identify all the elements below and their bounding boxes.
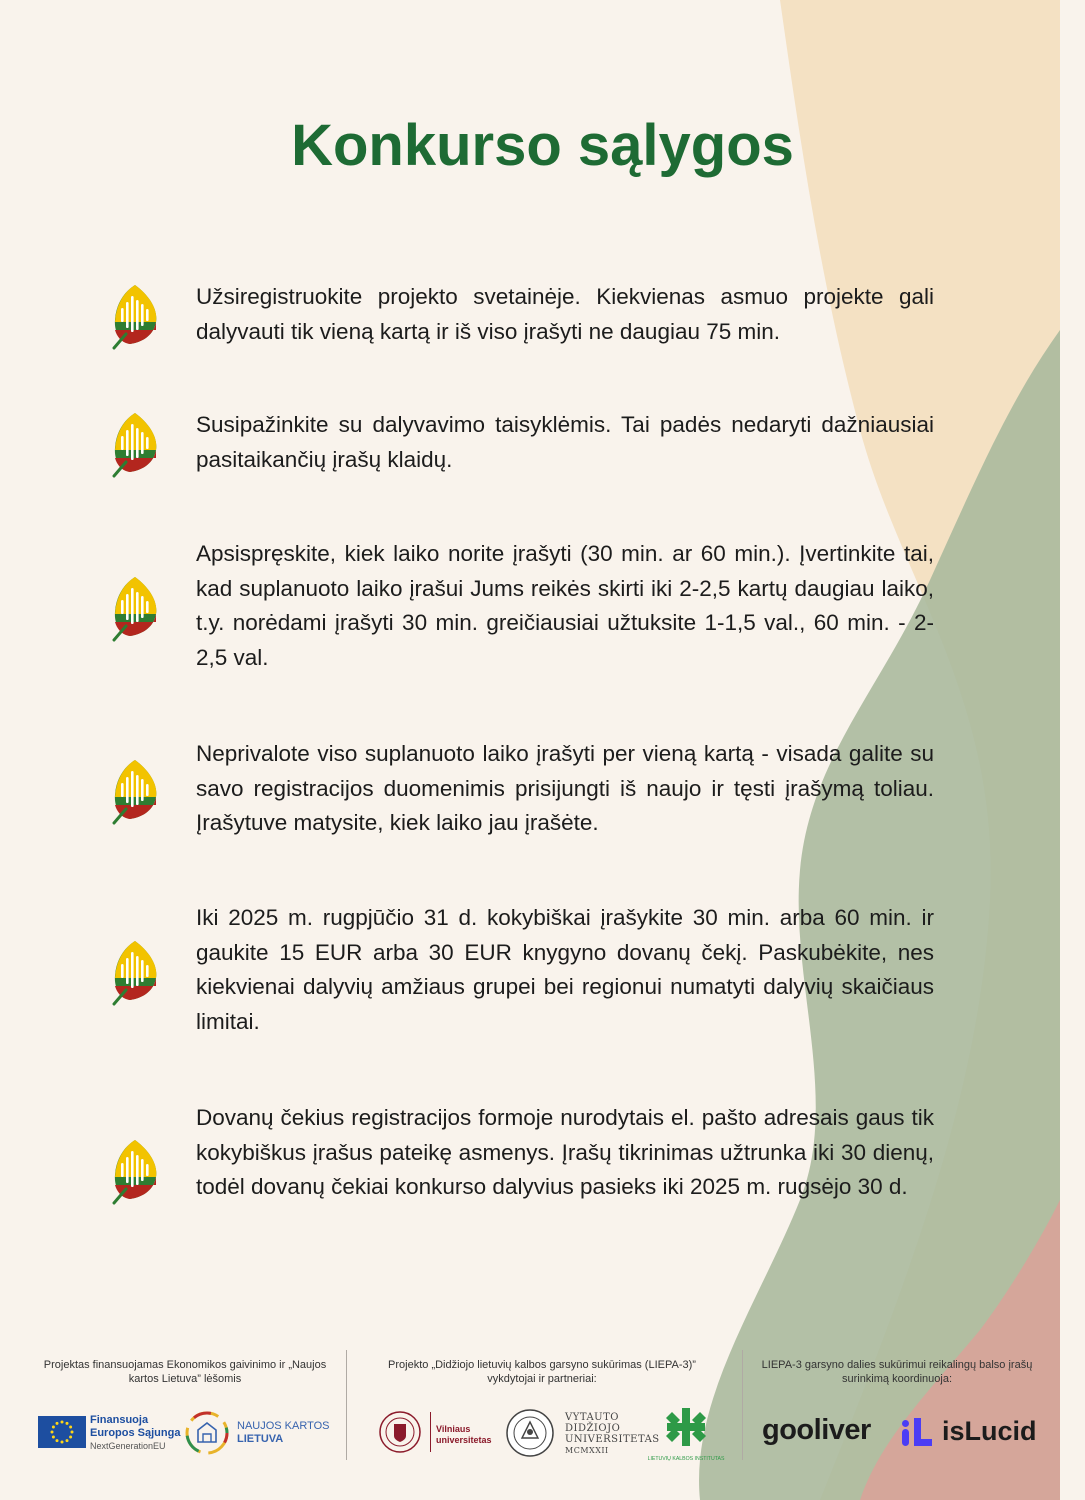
naujos-kartos-label: NAUJOS KARTOS LIETUVA <box>237 1420 330 1445</box>
list-item <box>110 280 940 350</box>
list-item <box>110 1101 940 1241</box>
eu-flag-logo <box>38 1416 86 1448</box>
leaf-sound-icon <box>110 282 160 348</box>
vdu-label: VYTAUTO DIDŽIOJO UNIVERSITETAS MCMXXII <box>565 1412 660 1455</box>
list-item <box>110 537 940 677</box>
leaf-sound-icon <box>110 757 160 823</box>
condition-text: Iki 2025 m. rugpjūčio 31 d. kokybiškai įrašykite 30 min. arba 60 min. ir gaukite 15 EUR arba 30 EUR knygyno dovanų čekį. Paskubėkite, nes kiekvienai dalyvių amžiaus grupei bei regionui numatyti dalyvių skaičiaus limitai. <box>196 905 934 1034</box>
list-item <box>110 901 940 1041</box>
condition-text: Neprivalote viso suplanuoto laiko įrašyti per vieną kartą - visada galite su savo registracijos duomenimis prisijungti iš naujo ir tęsti įrašymą toliau. Įrašytuve matysite, kiek laiko jau įrašėte. <box>196 741 934 835</box>
vu-divider <box>430 1412 431 1452</box>
list-item <box>110 737 940 842</box>
gooliver-logo: gooliver <box>762 1414 871 1446</box>
islucid-icon <box>900 1416 934 1448</box>
vdu-seal-logo <box>505 1408 555 1458</box>
lki-name: LIETUVIŲ KALBOS INSTITUTAS <box>647 1456 725 1462</box>
leaf-sound-icon <box>110 410 160 476</box>
funding-caption: Projektas finansuojamas Ekonomikos gaivinimo ir „Naujos kartos Lietuva” lėšomis <box>43 1359 327 1385</box>
condition-text: Apsispręskite, kiek laiko norite įrašyti (30 min. ar 60 min.). Įvertinkite tai, kad suplanuoto laiko įrašui Jums reikės skirti iki 2-2,5 kartų daugiau laiko, t.y. norėdami įrašyti 30 min. greičiausiai užtuksite 1-1,5 val., 60 min. - 2-2,5 val. <box>196 541 934 670</box>
page-title: Konkurso sąlygos <box>291 113 794 178</box>
footer-divider <box>346 1350 347 1460</box>
eu-funding-label: Finansuoja Europos Sąjunga NextGenerationEU <box>90 1414 181 1451</box>
islucid-logo: isLucid <box>942 1416 1037 1446</box>
coordinator-caption: LIEPA-3 garsyno dalies sukūrimui reikalingų balso įrašų surinkimą koordinuoja: <box>761 1359 1033 1385</box>
naujos-kartos-logo <box>184 1410 230 1456</box>
vu-seal-logo <box>378 1410 422 1454</box>
footer <box>0 1350 1060 1500</box>
condition-text: Susipažinkite su dalyvavimo taisyklėmis. Tai padės nedaryti dažniausiai pasitaikančių įrašų klaidų. <box>196 412 934 472</box>
leaf-sound-icon <box>110 574 160 640</box>
partners-caption: Projekto „Didžiojo lietuvių kalbos garsyno sukūrimas (LIEPA-3)” vykdytojai ir partneriai: <box>388 1359 696 1385</box>
footer-divider <box>742 1350 743 1460</box>
leaf-sound-icon <box>110 938 160 1004</box>
vu-label: Vilniaus universitetas <box>436 1424 492 1445</box>
lki-logo <box>647 1404 725 1464</box>
condition-text: Dovanų čekius registracijos formoje nurodytais el. pašto adresais gaus tik kokybiškus įrašus pateikę asmenys. Įrašų tikrinimas užtrunka iki 30 dienų, todėl dovanų čekiai konkurso dalyvius pasieks iki 2025 m. rugsėjo 30 d. <box>196 1105 934 1199</box>
list-item <box>110 408 940 478</box>
leaf-sound-icon <box>110 1137 160 1203</box>
condition-text: Užsiregistruokite projekto svetainėje. Kiekvienas asmuo projekte gali dalyvauti tik vieną kartą ir iš viso įrašyti ne daugiau 75 min. <box>196 284 934 344</box>
